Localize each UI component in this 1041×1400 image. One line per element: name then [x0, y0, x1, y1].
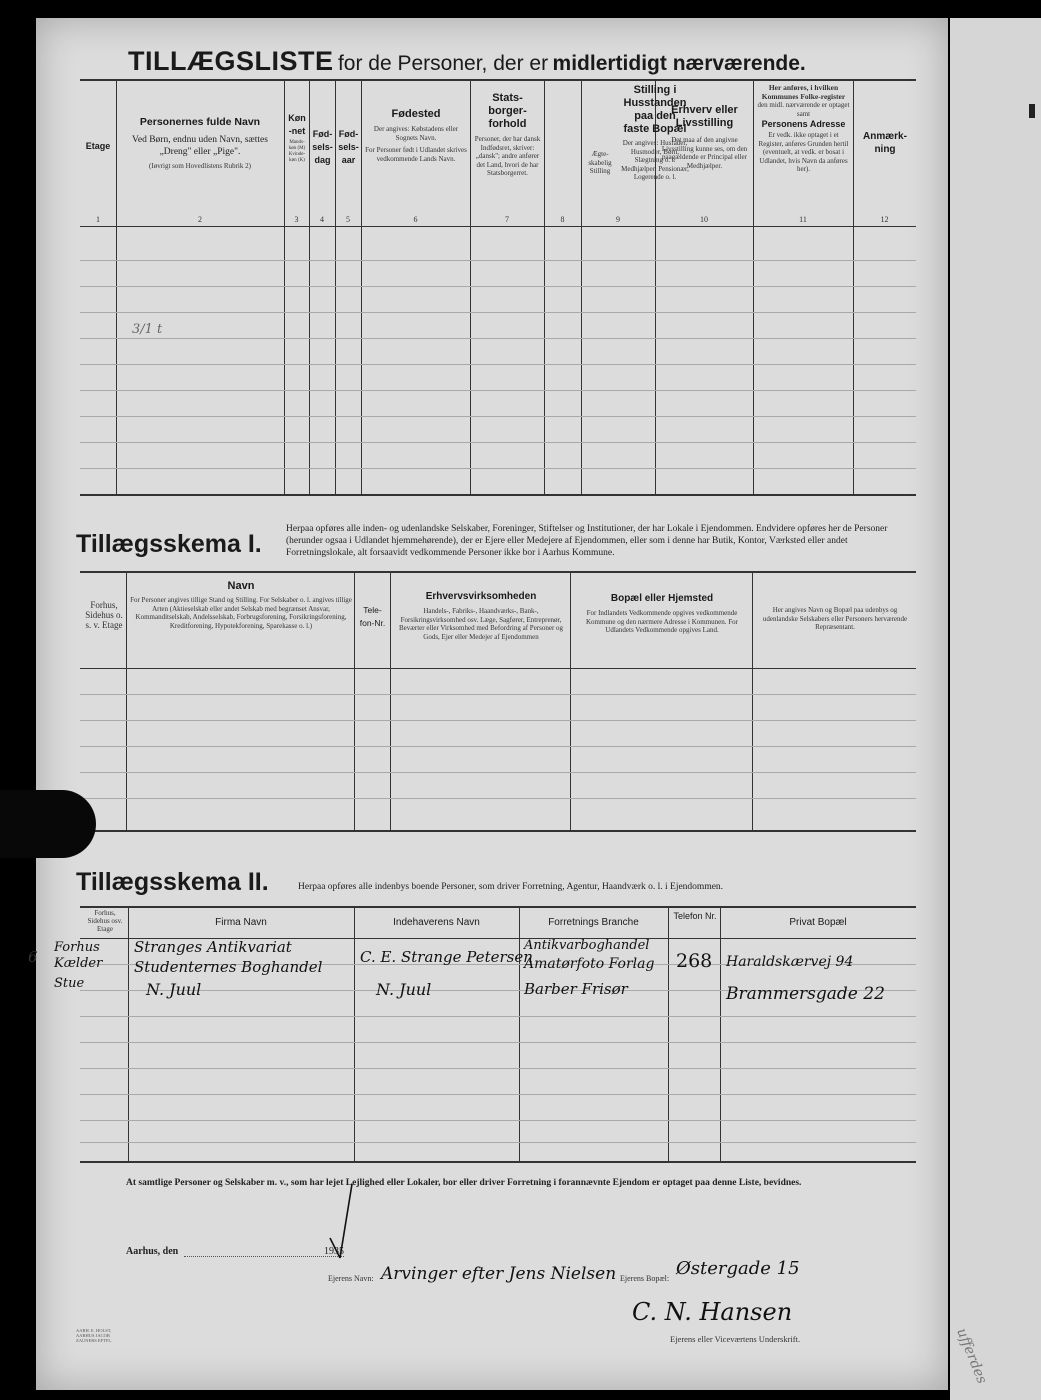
s1-col-residence: Bopæl eller Hjemsted For Indlandets Vedkommende opgives vedkommende Kommune og den nærmere Adresse i Kommunen. For Udlandets Vedkommende opgives Land. [585, 593, 739, 634]
col-birthplace: Fødested Der angives: Købstadens eller Sognets Navn. For Personer født i Udlandet skrives vedkommende Lands Navn. [365, 108, 467, 163]
row3-firma: N. Juul [146, 980, 202, 999]
s1-col-name: Navn For Personer angives tillige Stand og Stilling. For Selskaber o. l. angives tillige Arten (Aktieselskab eller andet Selskab med begrænset Ansvar, Kommanditselskab, Andelsselskab, Forbrugsforening, Forsikringsforening, Kreditforening, Hypotekforening, Sparekasse o. l.) [130, 580, 352, 630]
row1-home: Haraldskærvej 94 [726, 954, 854, 970]
schema2-intro: Herpaa opføres alle indenbys boende Personer, som driver Forretning, Agentur, Haandværk o. l. i Ejendommen. [298, 882, 724, 892]
schema2-title: Tillægsskema II. [76, 868, 269, 896]
col-address: Her anføres, i hvilken Kommunes Folke-register den midl. nærværende er optaget samt Personens Adresse Er vedk. ikke optaget i et Register, anføres Grunden hertil (eventuelt, at vedk. er bosat i Udlandet, hvis Navn da anføres her). [757, 83, 850, 173]
printer-mark: AARH. E. HOLST, AARHUS JACOB ZAUNERS EFTFL. [76, 1328, 113, 1343]
row1-owner: C. E. Strange Petersen [360, 948, 533, 966]
footer-place: Aarhus, den [126, 1246, 179, 1257]
row1-etage: Forhus [54, 940, 100, 955]
pencil-note: 3/1 t [132, 322, 163, 337]
row3-owner: N. Juul [376, 980, 432, 999]
schema1-title: Tillægsskema I. [76, 530, 262, 558]
signature: C. N. Hansen [632, 1298, 793, 1326]
row3-etage: Stue [54, 976, 85, 991]
col-birthyear: Fød-sels-aar [338, 129, 359, 165]
s1-col-representative: Her angives Navn og Bopæl paa udenbys og udenlandske Selskabers eller Personers herværende Repræsentant. [762, 606, 908, 631]
page-mark [1029, 104, 1035, 118]
row1-phone: 268 [676, 950, 713, 972]
check-stroke-icon [322, 1178, 362, 1268]
row2-etage: Kælder [54, 956, 103, 971]
col-citizenship: Stats-borger-forhold Personer, der har dansk Indfødsret, skriver: „dansk"; andre anfører det Land, hvori de har Statsborgerret. [474, 92, 541, 177]
col-household: Stilling i Husstanden paa den faste Bopæl Der angives: Husfader, Husmoder, Børn, Slægtning o. l. Medhjælper, Pensionær, Logerende o. l. [621, 84, 689, 181]
row3-branch: Barber Frisør [524, 980, 628, 998]
col-remark: Anmærk-ning [863, 131, 907, 155]
s2-col-branch: Forretnings Branche [548, 917, 639, 928]
s1-col-phone: Tele-fon-Nr. [359, 605, 386, 628]
thumb-shadow [0, 790, 96, 858]
next-page-note: ufferdes [953, 1326, 990, 1387]
schema1-intro: Herpaa opføres alle inden- og udenlandske Selskaber, Foreninger, Stiftelser og Institutioner, der har Lokale i Ejendommen. Endvidere opføres her de Personer (herunder ogsaa i Udlandet hjemmehørende), der er Ejere eller Medejere af Ejendommen, eller som i denne har Butik, Kontor, Værksted eller andet Forretningslokale, alt forsaavidt vedkommende Personer ikke bor i Aarhus Kommune. [286, 524, 888, 558]
owner-value: Arvinger efter Jens Nielsen [381, 1264, 617, 1284]
margin-number: 6 [28, 948, 38, 966]
title-bold: TILLÆGSLISTE [128, 46, 334, 76]
col-marital: Ægte-skabelig Stilling [588, 150, 612, 175]
footer-statement: At samtlige Personer og Selskaber m. v., som har lejet Lejlighed eller Lokaler, bor eller driver Forretning i forannævnte Ejendom er optaget paa denne Liste, bevidnes. [126, 1178, 802, 1188]
main-title [128, 46, 806, 77]
owner-label: Ejerens Navn: [328, 1274, 374, 1283]
col-etage: Etage [85, 141, 111, 151]
col-birthday: Fød-sels-dag [312, 129, 333, 165]
address-label: Ejerens Bopæl: [620, 1274, 670, 1283]
col-name: Personernes fulde Navn Ved Børn, endnu uden Navn, sættes „Dreng" eller „Pige". (Iøvrigt som Hovedlistens Rubrik 2) [132, 116, 268, 170]
row3-home: Brammersgade 22 [726, 984, 885, 1004]
row1-branch: Antikvarboghandel [524, 938, 650, 953]
s2-col-phone: Telefon Nr. [673, 911, 717, 921]
s2-col-firma: Firma Navn [215, 917, 267, 928]
col-occupation: Erhverv eller Livsstilling Det maa af den angivne Livsstilling kunne ses, om den paagældende er Principal eller Medhjælper. [661, 104, 748, 170]
row1-firma: Stranges Antikvariat [134, 938, 292, 956]
footer-year: 1935 [324, 1246, 344, 1257]
address-value: Østergade 15 [676, 1258, 800, 1279]
s2-col-home: Privat Bopæl [789, 917, 847, 928]
title-rest-1: for de Personer, der er [337, 52, 549, 75]
s2-col-owner: Indehaverens Navn [393, 917, 480, 928]
signature-label: Ejerens eller Viceværtens Underskrift. [670, 1334, 801, 1344]
form-sheet: TILLÆGSLISTE for de Personer, der er midlertidigt nærværende. Etage Personernes fulde Navn Ved Børn, endnu uden Navn, sættes „Dreng" eller „Pige". (Iøvrigt som Hovedlistens Rubrik 2) Køn-net Mands-køn (M) Kvinde-køn (K) Fød-sels-dag Fød-sels-aar Fødested Der angives: Købstadens eller Sognets Navn. For Personer født i Udlandet skrives vedkommende Lands Navn. Stats-borger-forhold Personer, der har dansk Indfødsret, skriver: „dansk"; andre anfører det Land, hvori de har Statsborgerret. Ægte-skabelig Stilling Stilling i Husstanden paa den faste Bopæl Der angives: Husfader, Husmoder, Børn, Slægtning o. l. Medhjælper, Pensionær, Logerende o. l. Erhverv eller Livsstilling Det maa af den angivne Livsstilling kunne ses, om den paagældende er Principal eller Medhjælper. Her anføres, i hvilken Kommunes Folke-register den midl. nærværende er optaget samt Personens Adresse Er vedk. ikke optaget i et Register, anføres Grunden hertil (eventuelt, at vedk. er bosat i Udlandet, hvis Navn da anføres her). Anmærk-ning 1 2 3 4 5 6 7 8 9 10 11 12 3/1 t Tillægsskema I. Herpaa opføres alle inden- og udenlandske Selskaber, Foreninger, Stiftelser og Institutioner, der har Lokale i Ejendommen. Endvidere opføres her de Personer (herunder ogsaa i Udlandet hjemmehørende), der er Ejere eller Medejere af Ejendommen, eller som i denne har Butik, Kontor, Værksted eller andet Forretningslokale, alt forsaavidt vedkommende Personer ikke bor i Aarhus Kommune. Forhus, Sidehus o. s. v. Etage Navn For Personer angives tillige Stand og Stilling. For Selskaber o. l. angives tillige Arten (Aktieselskab eller andet Selskab med begrænset Ansvar, Kommanditselskab, Andelsselskab, Forbrugsforening, Forsikringsforening, Kreditforening, Hypotekforening, Sparekasse o. l.) Tele-fon-Nr. Erhvervsvirksomheden Handels-, Fabriks-, Haandværks-, Bank-, Forsikringsvirksomhed osv. Læge, Sagfører, Entreprenør, Beværter eller Virksomhed med Befordring af Personer og Gods, Ejer eller Medejer af Ejendommen Bopæl eller Hjemsted For Indlandets Vedkommende opgives vedkommende Kommune og den nærmere Adresse i Kommunen. For Udlandets Vedkommende opgives Land. Her angives Navn og Bopæl paa udenbys og udenlandske Selskabers eller Personers herværende Repræsentant. Tillægsskema II. Herpaa opføres alle indenbys boende Personer, som driver Forretning, Agentur, Haandværk o. l. i Ejendommen. Forhus, Sidehus osv. Etage Firma Navn Indehaverens Navn Forretnings Branche Telefon Nr. Privat Bopæl Forhus Kælder Stue Stranges Antikvariat Studenternes Boghandel N. Juul C. E. Strange Petersen N. Juul Antikvarboghandel Amatørfoto Forlag Barber Frisør 268 Haraldskærvej 94 Brammersgade 22 At samtlige Personer og Selskaber m. v., som har lejet Lejlighed eller Lokaler, bor eller driver Forretning i forannævnte Ejendom er optaget paa denne Liste, bevidnes. Aarhus, den 1935 Ejerens Navn: Arvinger efter Jens Nielsen Ejerens Bopæl: Østergade 15 C. N. Hansen Ejerens eller Viceværtens Underskrift. AARH. E. HOLST, AARHUS JACOB ZAUNERS EFTFL. [36, 18, 948, 1390]
row2-branch: Amatørfoto Forlag [524, 956, 655, 972]
s2-col-etage: Forhus, Sidehus osv. Etage [87, 909, 123, 933]
next-page-edge [950, 18, 1041, 1400]
s1-col-business: Erhvervsvirksomheden Handels-, Fabriks-, Haandværks-, Bank-, Forsikringsvirksomhed osv. Læge, Sagfører, Entreprenør, Beværter eller Virksomhed med Befordring af Personer og Gods, Ejer eller Medejer af Ejendommen [398, 591, 564, 641]
col-gender: Køn-net Mands-køn (M) Kvinde-køn (K) [288, 113, 306, 163]
row2-firma: Studenternes Boghandel [134, 958, 323, 976]
s1-col-etage: Forhus, Sidehus o. s. v. Etage [85, 600, 123, 630]
title-rest-2: midlertidigt nærværende. [552, 52, 806, 75]
